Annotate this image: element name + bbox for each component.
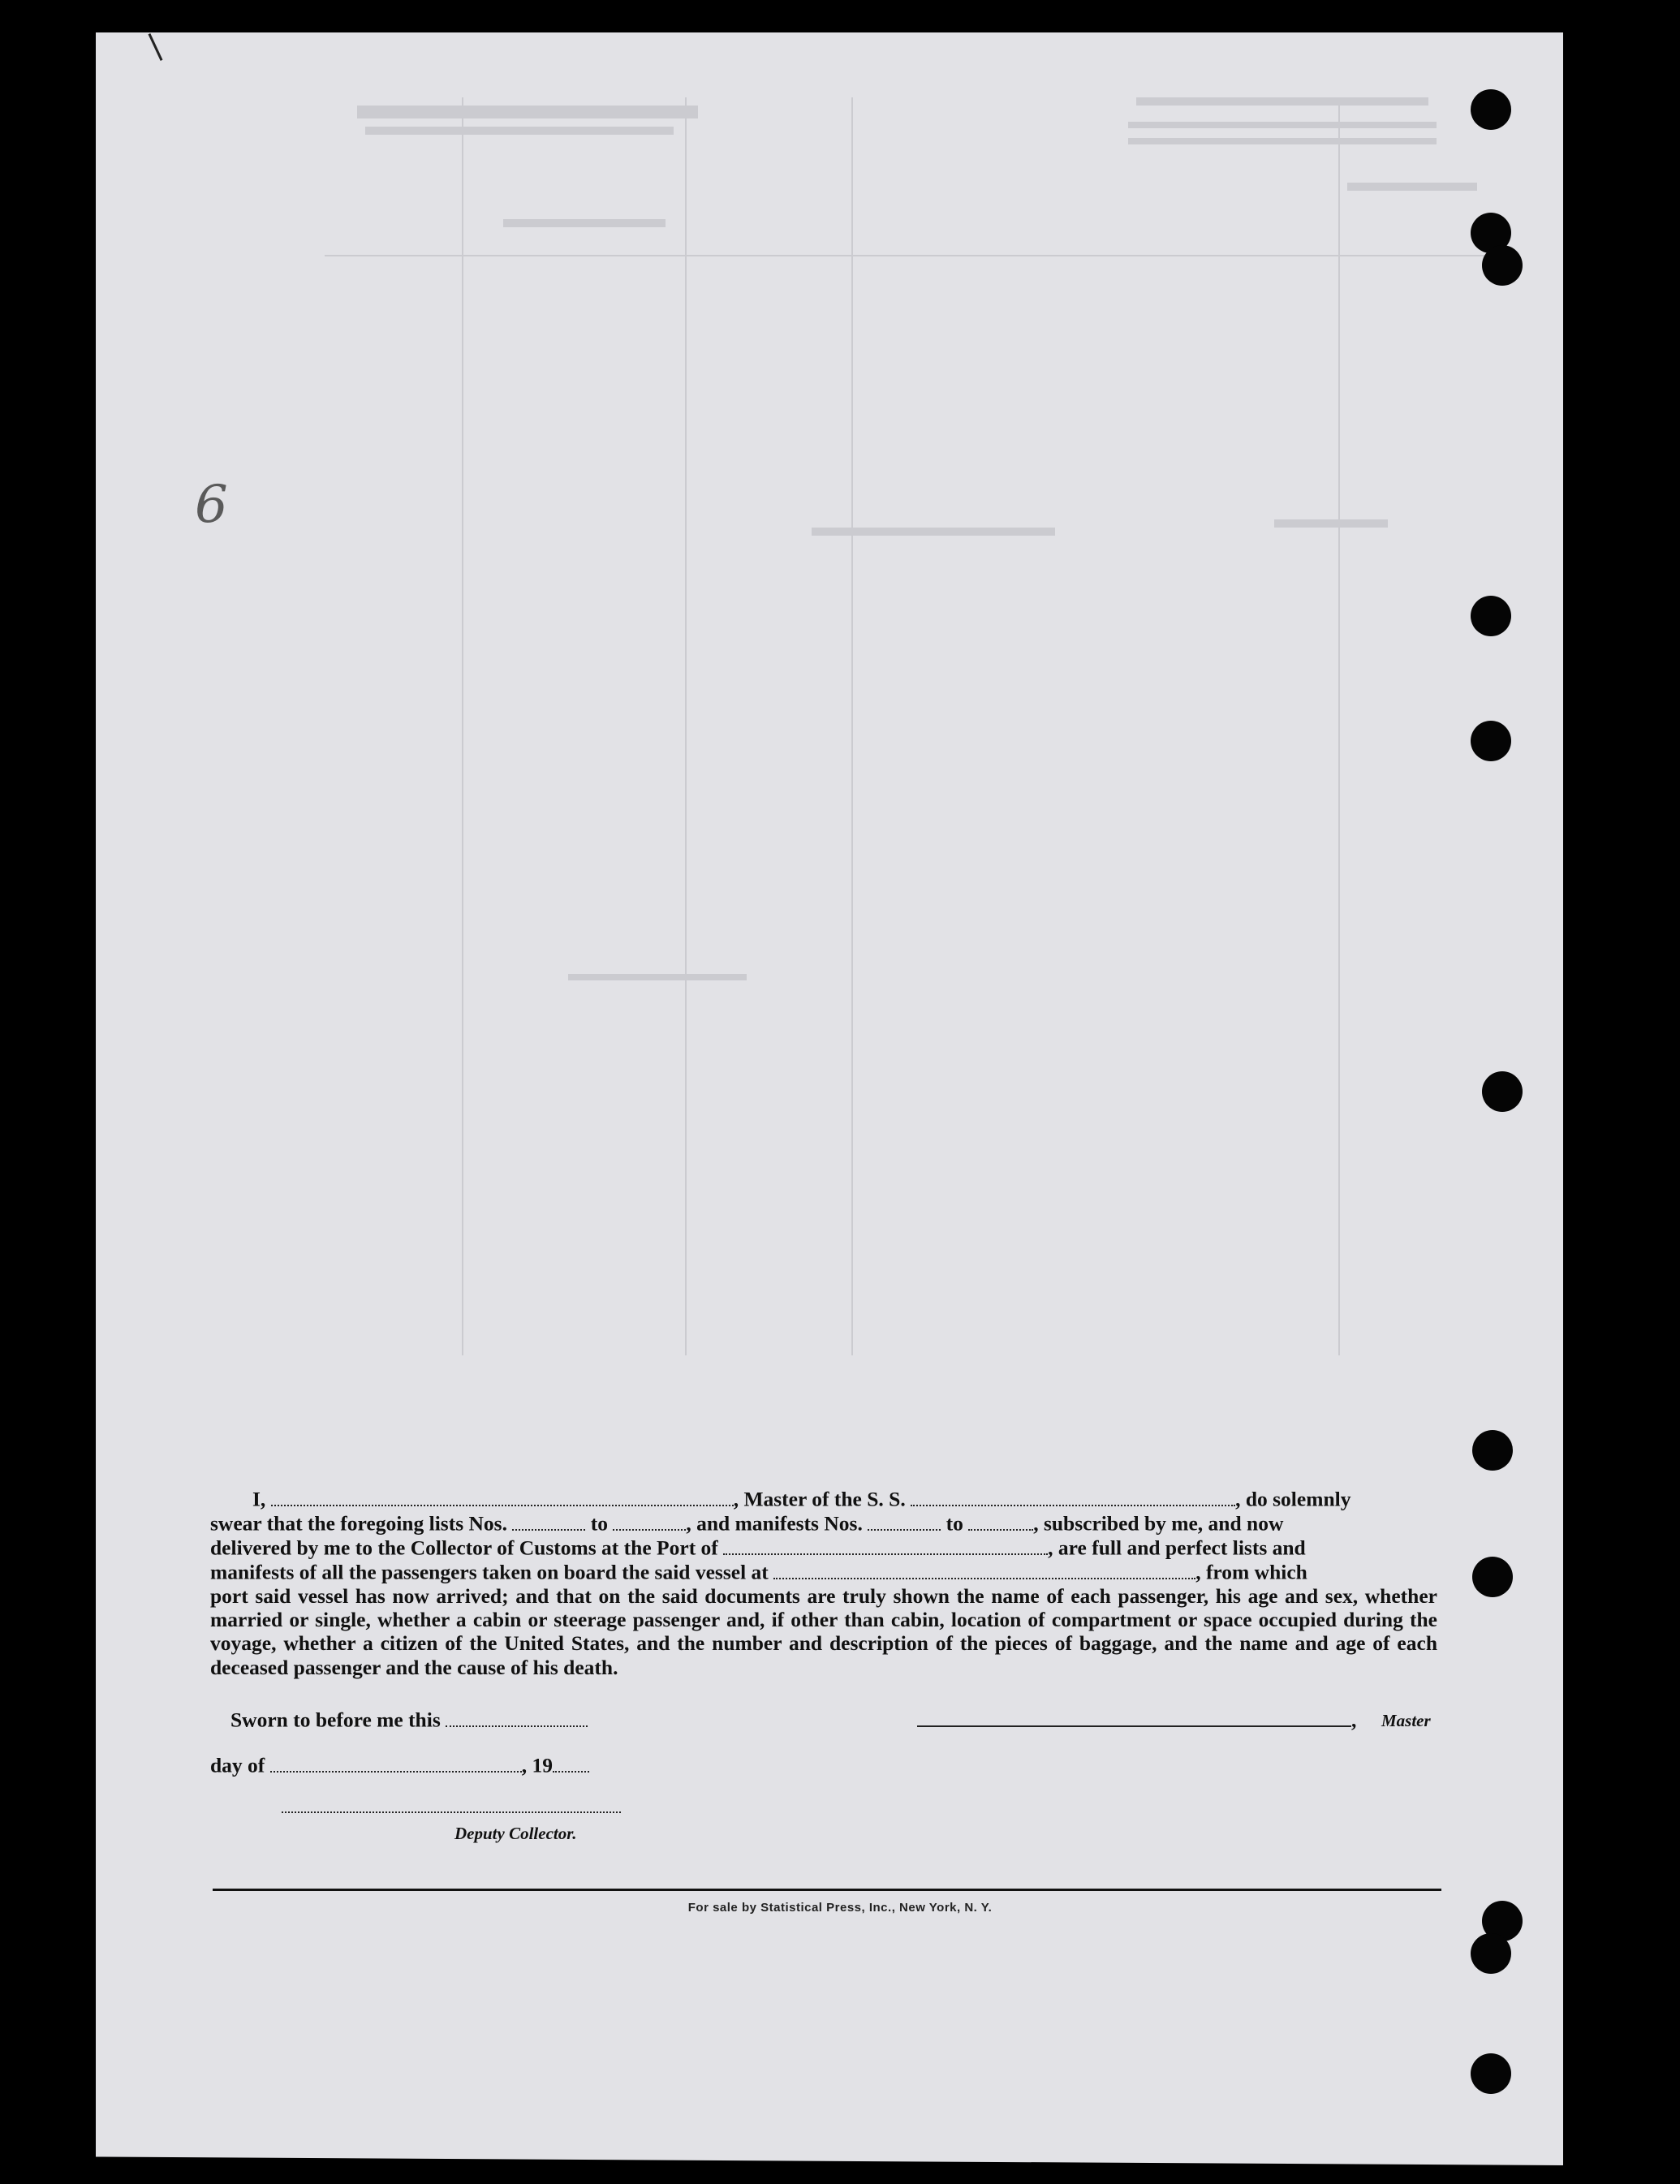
oath-line-1: I, , Master of the S. S. , do solemnly (252, 1487, 1351, 1511)
year-blank (553, 1753, 589, 1773)
deputy-signature-blank (282, 1794, 621, 1813)
master-signature-row: , (917, 1708, 1356, 1733)
printer-footer: For sale by Statistical Press, Inc., New York, N. Y. (687, 1901, 993, 1915)
binder-hole (1471, 1933, 1511, 1974)
manifests-from-blank (868, 1511, 941, 1531)
footer-rule (213, 1889, 1441, 1891)
binder-hole (1471, 596, 1511, 636)
sworn-row: Sworn to before me this (230, 1708, 588, 1733)
binder-hole (1471, 2053, 1511, 2094)
oath-body: port said vessel has now arrived; and that on the said documents are truly shown the name of each passenger, his age and sex, whether married or single, whether a cabin or steerage passenger and, if other than cabin, location of compartment or space occupied during the voyage, whether a citizen of the United States, and the number and description of the pieces of baggage, and the name and age of each deceased passenger and the cause of his death. (210, 1583, 1437, 1679)
departure-port-blank (773, 1560, 1195, 1579)
deputy-collector-label: Deputy Collector. (454, 1824, 577, 1843)
port-blank (723, 1536, 1048, 1555)
bleed-through-ghost (325, 97, 1501, 1355)
binder-hole (1472, 1557, 1513, 1597)
binder-hole (1482, 245, 1523, 286)
manifests-to-blank (968, 1511, 1033, 1531)
master-oath (210, 1487, 1437, 1679)
binder-hole (1471, 721, 1511, 761)
master-name-blank (271, 1487, 734, 1506)
lists-from-blank (512, 1511, 585, 1531)
deputy-signature-row (282, 1794, 621, 1819)
oath-line-2: swear that the foregoing lists Nos. to , and manifests Nos. to , subscribed by me, and now (210, 1511, 1284, 1536)
binder-hole (1471, 89, 1511, 130)
vessel-name-blank (911, 1487, 1235, 1506)
binder-hole (1472, 1430, 1513, 1471)
sworn-day-blank (446, 1708, 588, 1727)
oath-line-3: delivered by me to the Collector of Customs at the Port of , are full and perfect lists and (210, 1536, 1306, 1560)
month-blank (270, 1753, 522, 1773)
lists-to-blank (613, 1511, 686, 1531)
handwritten-mark: 6 (195, 475, 228, 535)
day-of-row: day of , 19 (210, 1753, 589, 1778)
master-signature-blank (917, 1708, 1351, 1727)
oath-line-4: manifests of all the passengers taken on board the said vessel at , from which (210, 1560, 1307, 1584)
master-label: Master (1381, 1711, 1431, 1730)
binder-hole (1482, 1071, 1523, 1112)
